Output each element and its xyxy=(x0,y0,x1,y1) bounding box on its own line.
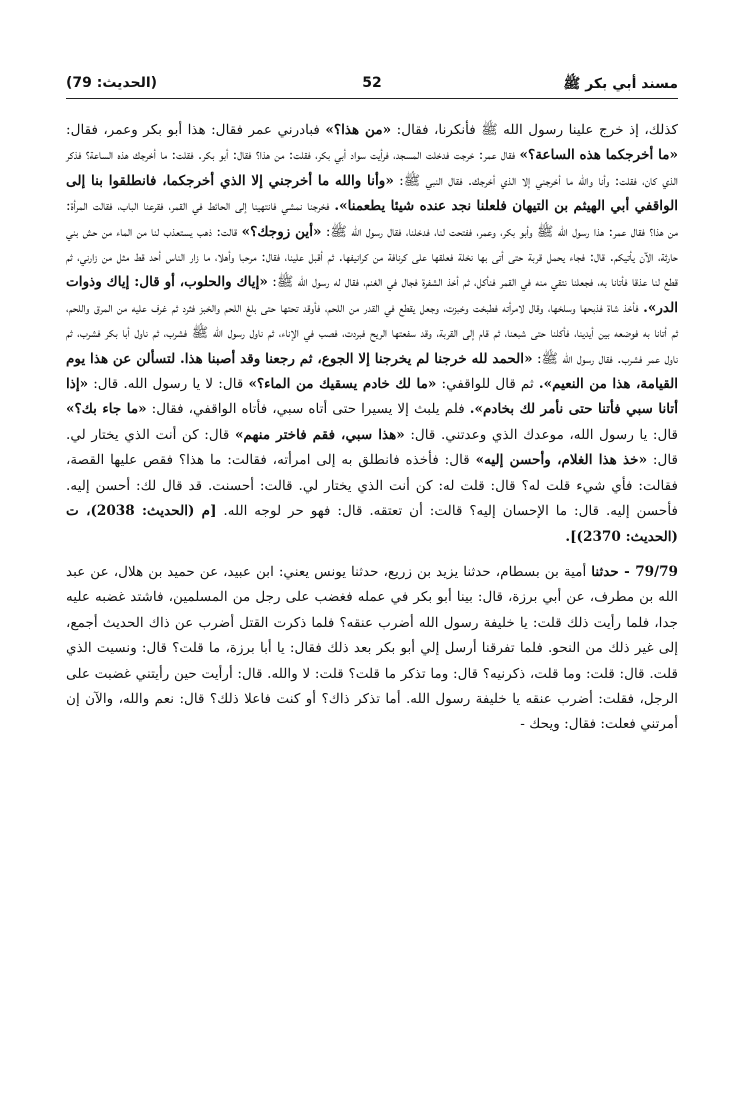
hadith-78-text xyxy=(66,118,678,550)
hadith-78-segment: «ما أخرجكما هذه الساعة؟» xyxy=(519,147,678,164)
hadith-78-segment: «إذا أتانا سبي فأتنا حتى نأمر لك بخادم». xyxy=(66,376,678,418)
hadith-78-segment: فخرجنا نمشي فانتهينا إلى الحائط في القمر، فقرعنا الباب، فقالت المرأة: من هذا؟ فقال عمر: هذا رسول الله ﷺ وأبو بكر، وعمر، ففتحت لنا، فدخلنا، فقال رسول الله ﷺ: xyxy=(66,198,678,240)
hadith-79-text xyxy=(66,560,678,738)
hadith-78-segment: «من هذا؟» xyxy=(325,122,392,138)
hadith-78-segment: قال: كن أنت الذي يختار لي. قال: xyxy=(66,426,679,469)
page-number: 52 xyxy=(362,75,382,91)
body-text xyxy=(66,118,678,738)
hadith-78-segment: «أين زوجك؟» xyxy=(241,223,322,240)
hadith-78-segment: فبادرني عمر فقال: هذا أبو بكر وعمر، فقال: xyxy=(66,122,326,138)
hadith-78-segment: فقال عمر: خرجت فدخلت المسجد، فرأيت سواد أبي بكر، فقلت: من هذا؟ فقال: أبو بكر. فقلت: ما أخرجك هذه الساعة؟ فذكر الذي كان، فقلت: وأنا والله ما أخرجني إلا الذي أخرجك. فقال النبي ﷺ: xyxy=(66,147,678,189)
hadith-78-segment: «خذ هذا الغلام، وأحسن إليه» xyxy=(475,452,648,469)
hadith-78-segment: «إياك والحلوب، أو قال: إياك وذوات الدر». xyxy=(66,274,678,316)
hadith-78-segment: «وأنا والله ما أخرجني إلا الذي أخرجكما، فانطلقوا بنا إلى الواقفي أبي الهيثم بن التيهان فلعلنا نجد عنده شيئا يطعمنا». xyxy=(66,172,679,215)
hadith-78-segment: «الحمد لله خرجنا لم يخرجنا إلا الجوع، ثم رجعنا وقد أصبنا هذا. لتسألن عن هذا يوم القيامة، هذا من النعيم». xyxy=(66,350,678,393)
hadith-reference: (الحديث: 79) xyxy=(66,75,158,91)
hadith-79-segment: أمية بن بسطام، حدثنا يزيد بن زريع، حدثنا يونس يعني: ابن عبيد، عن حميد بن هلال، عن عبد الله بن مطرف، عن أبي برزة، قال: بينا أبو بكر في عمله فغضب على رجل من المسلمين، فاشتد غضبه عليه جدا، فلما رأيت ذلك قلت: يا خليفة رسول الله أضرب عنقه؟ فلما ذكرت القتل أضرب عن ذاك الحديث أجمع، إلى غير ذلك من النحو. فلما تفرقنا أرسل إلي أبو بكر بعد ذلك فقال: يا أبا برزة، ما قلت؟ قال: ونسيت الذي قلت. قال: قلت: وما قلت، ذكرنيه؟ قال: وما تذكر ما قلت؟ قلت: لا والله. قال: أرأيت حين رأيتني غضبت على الرجل، فقلت: أضرب عنقه يا خليفة رسول الله. أما تذكر ذاك؟ أو كنت فاعلا ذلك؟ قال: نعم والله، والآن إن أمرتني فعلت: فقال: ويحك - xyxy=(66,563,678,733)
hadith-79-segment: 79/79 - حدثنا xyxy=(591,563,678,580)
hadith-78-segment: قال: فأخذه فانطلق به إلى امرأته، فقالت: ما هذا؟ فقص عليها القصة، فقالت: فأي شيء قلت له؟ قال: قلت له: كن أنت الذي يختار لي. قالت: أحسنت. قد قال لك: أحسن إليه. فأحسن إليه. قال: ما الإحسان إليه؟ قالت: أن تعتقه. قال: فهو حر لوجه الله. xyxy=(66,452,678,520)
hadith-78-segment: قال: لا يا رسول الله. قال: xyxy=(88,376,249,393)
hadith-78-segment: «ما لك خادم يسقيك من الماء؟» xyxy=(248,376,437,393)
hadith-78-segment: «هذا سبي، فقم فاختر منهم» xyxy=(234,426,405,443)
hadith-78-segment: «ما جاء بك؟» xyxy=(66,401,147,418)
hadith-78-segment: ثم قال للواقفي: xyxy=(436,376,539,393)
hadith-78-segment: قال: يا رسول الله، موعدك الذي وعدتني. قال: xyxy=(404,426,678,443)
book-title: مسند أبي بكر ﷺ xyxy=(563,76,678,92)
hadith-78-segment: [م (الحديث: 2038)، ت (الحديث: 2370)]. xyxy=(66,503,678,545)
header-divider xyxy=(66,98,678,99)
hadith-78-segment: قالت: ذهب يستعذب لنا من الماء من حش بني حارثة، الآن يأتيكم. قال: فجاء يحمل قربة حتى أتى بها نخلة فعلقها على كرنافة من كرانيفها. ثم أقبل علينا، فقال: مرحبا وأهلا، ما زار الناس أحد قط مثل من زارني، ثم قطع لنا عذقا فأتانا به، فجعلنا نتقي منه في القمر فنأكل، ثم أخذ الشفرة فجال في الغنم، فقال له رسول الله ﷺ: xyxy=(66,223,678,291)
page-header xyxy=(66,72,678,98)
hadith-78-segment: كذلك، إذ خرج علينا رسول الله ﷺ فأنكرنا، فقال: xyxy=(391,122,678,138)
hadith-78-segment: فأخذ شاة فذبحها وسلخها، وقال لامرأته فطبخت وخبزت، وجعل يقطع في القدر من اللحم، فأوقد تحتها حتى بلغ اللحم والخبز فثرد ثم غرف عليه من المرق واللحم، ثم أتانا به فوضعه بين أيدينا، فأكلنا حتى شبعنا، ثم قام إلى القربة، وقد سفعتها الريح فبردت، فصب في الإناء، ثم ناول رسول الله ﷺ فشرب، ثم ناول أبا بكر فشرب، ثم ناول عمر فشرب. فقال رسول الله ﷺ: xyxy=(66,299,678,367)
hadith-78-segment: فلم يلبث إلا يسيرا حتى أتاه سبي، فأتاه الواقفي، فقال: xyxy=(146,401,470,418)
